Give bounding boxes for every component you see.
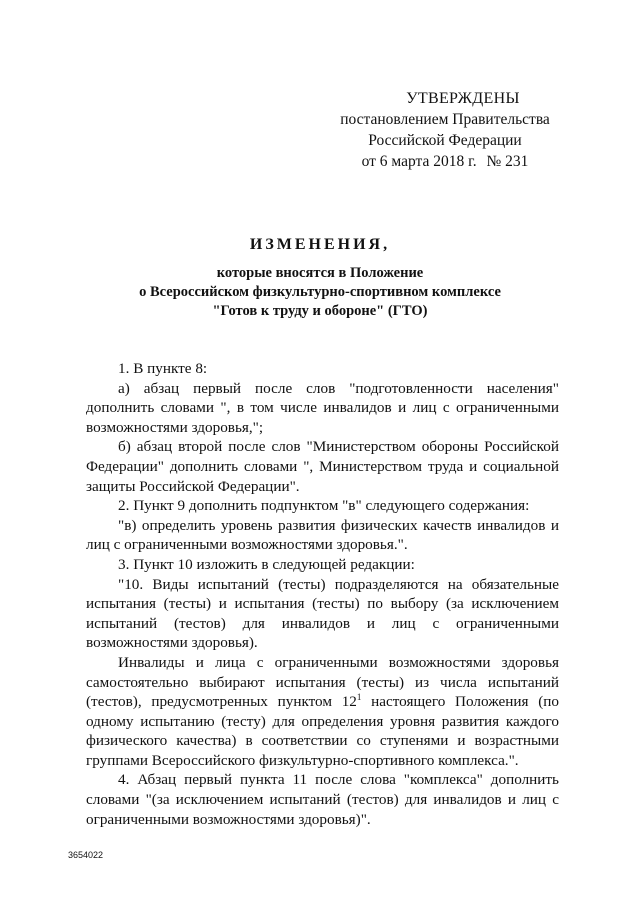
approval-number-sign: № [486,153,502,170]
paragraph-3: б) абзац второй после слов "Министерством обороны Российской Федерации" дополнить словами ", Министерством труда и социальной защиты Российской Федерации". [86,438,559,495]
paragraph-2: а) абзац первый после слов "подготовленности населения" дополнить словами ", в том числе инвалидов и лиц с ограниченными возможностями здоровья,"; [86,379,559,436]
approval-heading: УТВЕРЖДЕНЫ [406,90,520,107]
approval-line-1: постановлением Правительства [340,111,550,128]
paragraph-1: 1. В пункте 8: [118,360,208,377]
paragraph-9: 4. Абзац первый пункта 11 после слова "комплекса" дополнить словами "(за исключением испытаний (тестов) для инвалидов и лиц с ограниченными возможностями здоровья)". [86,771,559,828]
document-title: ИЗМЕНЕНИЯ, [249,236,391,253]
paragraph-7: "10. Виды испытаний (тесты) подразделяются на обязательные испытания (тесты) и испытания (тесты) по выбору (за исключением испытаний (тестов) для инвалидов и лиц с ограниченными возможностями здоровья). [86,575,559,652]
paragraph-6: 3. Пункт 10 изложить в следующей редакции: [118,555,415,573]
approval-line-3 [330,151,560,172]
paragraph-4: 2. Пункт 9 дополнить подпунктом "в" следующего содержания: [118,497,530,515]
paragraph-8-superscript: 1 [356,692,362,703]
approval-number: 231 [505,153,529,170]
paragraph-8-text-after: настоящего Положения (по одному испытанию (тесту) для определения уровня развития каждого физического качества) в соответствии со ступенями и возрастными группами Всероссийского физкультурно-спортивного комплекса.". [86,693,559,769]
paragraph-8-text-before: Инвалиды и лица с ограниченными возможностями здоровья самостоятельно выбирают испытания (тесты) из числа испытаний (тестов), предусмотренных пунктом 12 [86,653,559,711]
approval-stamp [330,88,560,172]
document-subtitle-2: о Всероссийском физкультурно-спортивном комплексе [139,284,501,300]
document-subtitle-3: "Готов к труду и обороне" (ГТО) [212,303,428,319]
document-title-block [60,236,580,321]
approval-date: от 6 марта 2018 г. [361,153,477,170]
document-subtitle-1: которые вносятся в Положение [216,265,424,281]
paragraph-8 [86,653,559,771]
paragraph-5: "в) определить уровень развития физических качеств инвалидов и лиц с ограниченными возможностями здоровья.". [86,516,559,554]
approval-line-2: Российской Федерации [368,132,522,149]
document-body [86,359,559,829]
footer-document-code: 3654022 [68,850,104,860]
